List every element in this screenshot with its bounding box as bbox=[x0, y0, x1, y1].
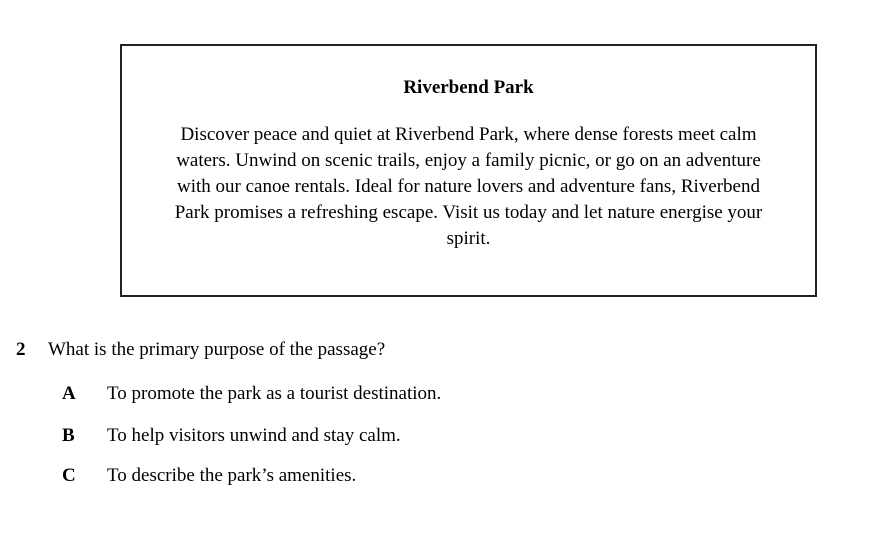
passage-body bbox=[136, 122, 801, 252]
passage-line: with our canoe rentals. Ideal for nature lovers and adventure fans, Riverbend bbox=[177, 176, 760, 197]
option-text: To describe the park’s amenities. bbox=[107, 465, 357, 486]
passage-line: spirit. bbox=[446, 228, 491, 249]
passage-line: waters. Unwind on scenic trails, enjoy a family picnic, or go on an adventure bbox=[176, 150, 761, 171]
passage-line: Discover peace and quiet at Riverbend Park, where dense forests meet calm bbox=[180, 124, 757, 145]
option-text: To promote the park as a tourist destination. bbox=[107, 383, 442, 404]
option-text: To help visitors unwind and stay calm. bbox=[107, 425, 401, 446]
option-letter: C bbox=[62, 465, 76, 486]
question-number: 2 bbox=[16, 339, 26, 360]
question-text: What is the primary purpose of the passage? bbox=[48, 339, 386, 360]
option-letter: B bbox=[62, 425, 75, 446]
passage-line: Park promises a refreshing escape. Visit us today and let nature energise your bbox=[174, 202, 763, 223]
option-letter: A bbox=[62, 383, 76, 404]
passage-title: Riverbend Park bbox=[403, 77, 534, 98]
passage-box bbox=[120, 44, 817, 297]
